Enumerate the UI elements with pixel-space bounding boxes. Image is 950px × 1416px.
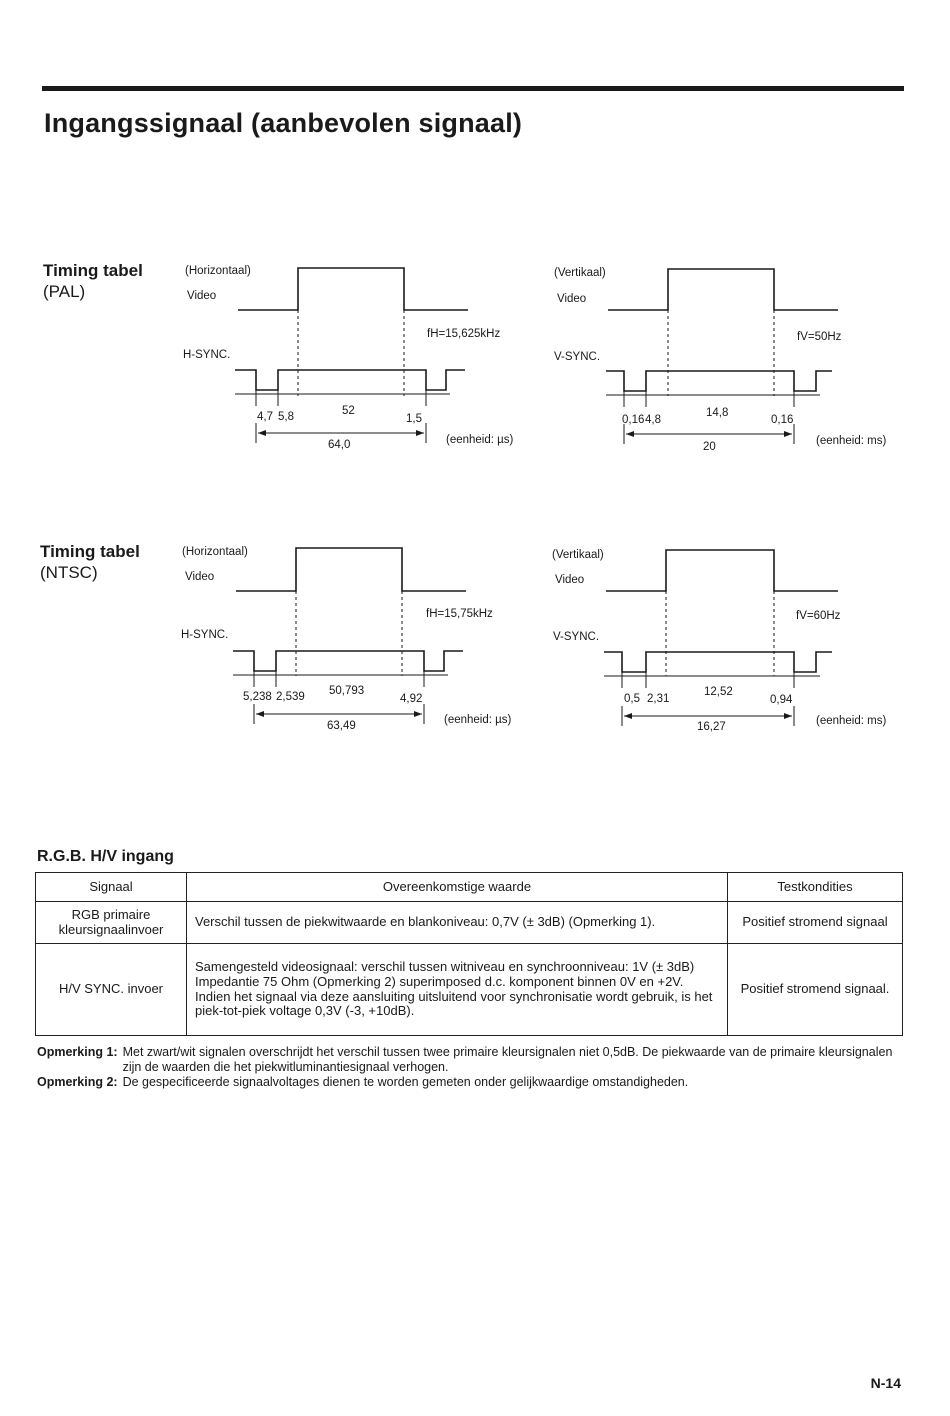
row-signal-sync: H/V SYNC. invoer xyxy=(36,944,187,1036)
header-signaal: Signaal xyxy=(36,873,187,902)
table-row xyxy=(36,944,903,1036)
pal-h-value-1: 4,7 xyxy=(257,411,273,423)
pal-v-total: 20 xyxy=(703,441,716,453)
pal-v-sync-label: V-SYNC. xyxy=(554,351,601,363)
note-1-text: Met zwart/wit signalen overschrijdt het verschil tussen twee primaire kleursignalen niet 0,5dB. De piekwaarde van de primaire kleursignalen zijn de waarden die het piekwitluminantiesignaal verhogen. xyxy=(122,1045,893,1074)
pal-h-value-2: 5,8 xyxy=(278,411,294,423)
ntsc-section-label: Timing tabel xyxy=(40,542,140,561)
page-title: Ingangssignaal (aanbevolen signaal) xyxy=(44,108,523,138)
pal-section-sub: (PAL) xyxy=(43,282,86,301)
ntsc-horizontal-diagram xyxy=(178,538,518,738)
ntsc-v-frequency: fV=60Hz xyxy=(796,610,841,622)
ntsc-v-value-4: 0,94 xyxy=(770,694,793,706)
table-row xyxy=(36,902,903,944)
header-testkondities: Testkondities xyxy=(728,873,903,902)
ntsc-h-value-2: 2,539 xyxy=(276,691,305,703)
row-value-sync: Samengesteld videosignaal: verschil tussen witniveau en synchroonniveau: 1V (± 3dB) Impedantie 75 Ohm (Opmerking 2) superimposed d.c. komponent binnen 0V en +2V. Indien het signaal via deze aansluiting uitsluitend voor synchronisatie wordt gebruik, is het piek-tot-piek voltage 0,3V (-3, +10dB). xyxy=(187,944,728,1036)
pal-v-value-1: 0,16 xyxy=(622,414,645,426)
row-test-sync: Positief stromend signaal. xyxy=(728,944,903,1036)
row-signal-rgb: RGB primaire kleursignaalinvoer xyxy=(36,902,187,944)
page-number: N-14 xyxy=(870,1375,901,1391)
pal-v-video-label: Video xyxy=(557,293,587,305)
pal-h-sync-label: H-SYNC. xyxy=(183,349,231,361)
note-1 xyxy=(37,1045,907,1075)
pal-h-heading: (Horizontaal) xyxy=(185,265,251,277)
header-waarde: Overeenkomstige waarde xyxy=(187,873,728,902)
ntsc-h-unit: (eenheid: µs) xyxy=(444,714,512,726)
ntsc-v-video-label: Video xyxy=(555,574,585,586)
pal-v-heading: (Vertikaal) xyxy=(554,267,606,279)
table-header-row xyxy=(36,873,903,902)
pal-v-value-2: 4,8 xyxy=(645,414,661,426)
ntsc-vertical-diagram xyxy=(548,538,898,738)
pal-v-frequency: fV=50Hz xyxy=(797,331,842,343)
ntsc-v-value-2: 2,31 xyxy=(647,693,670,705)
ntsc-h-sync-label: H-SYNC. xyxy=(181,629,229,641)
ntsc-section-sub: (NTSC) xyxy=(40,563,98,582)
pal-h-frequency: fH=15,625kHz xyxy=(427,328,501,340)
ntsc-v-value-3: 12,52 xyxy=(704,686,733,698)
ntsc-h-total: 63,49 xyxy=(327,720,356,732)
ntsc-v-sync-label: V-SYNC. xyxy=(553,631,600,643)
pal-h-unit: (eenheid: µs) xyxy=(446,434,514,446)
rgb-spec-table xyxy=(35,872,903,1036)
ntsc-v-heading: (Vertikaal) xyxy=(552,549,604,561)
ntsc-v-total: 16,27 xyxy=(697,721,726,733)
pal-section-label: Timing tabel xyxy=(43,261,143,280)
ntsc-h-value-3: 50,793 xyxy=(329,685,365,697)
pal-h-total: 64,0 xyxy=(328,439,351,451)
pal-h-value-3: 52 xyxy=(342,405,355,417)
row-test-rgb: Positief stromend signaal xyxy=(728,902,903,944)
pal-v-unit: (eenheid: ms) xyxy=(816,435,887,447)
pal-h-value-4: 1,5 xyxy=(406,413,422,425)
top-rule xyxy=(42,86,904,91)
note-2-text: De gespecificeerde signaalvoltages dienen te worden gemeten onder gelijkwaardige omstandigheden. xyxy=(122,1075,689,1089)
note-1-key: Opmerking 1: xyxy=(37,1045,118,1059)
ntsc-h-heading: (Horizontaal) xyxy=(182,546,248,558)
pal-h-video-label: Video xyxy=(187,290,217,302)
row-value-rgb: Verschil tussen de piekwitwaarde en blankoniveau: 0,7V (± 3dB) (Opmerking 1). xyxy=(187,902,728,944)
pal-v-value-3: 14,8 xyxy=(706,407,729,419)
rgb-section-heading: R.G.B. H/V ingang xyxy=(37,848,174,865)
ntsc-v-value-1: 0,5 xyxy=(624,693,640,705)
pal-horizontal-diagram xyxy=(180,258,520,458)
ntsc-v-unit: (eenheid: ms) xyxy=(816,715,887,727)
pal-v-value-4: 0,16 xyxy=(771,414,794,426)
note-2 xyxy=(37,1075,907,1090)
pal-vertical-diagram xyxy=(550,258,900,458)
ntsc-h-frequency: fH=15,75kHz xyxy=(426,608,493,620)
ntsc-h-video-label: Video xyxy=(185,571,215,583)
ntsc-h-value-1: 5,238 xyxy=(243,691,272,703)
notes-block xyxy=(37,1045,907,1090)
ntsc-h-value-4: 4,92 xyxy=(400,693,423,705)
note-2-key: Opmerking 2: xyxy=(37,1075,118,1089)
